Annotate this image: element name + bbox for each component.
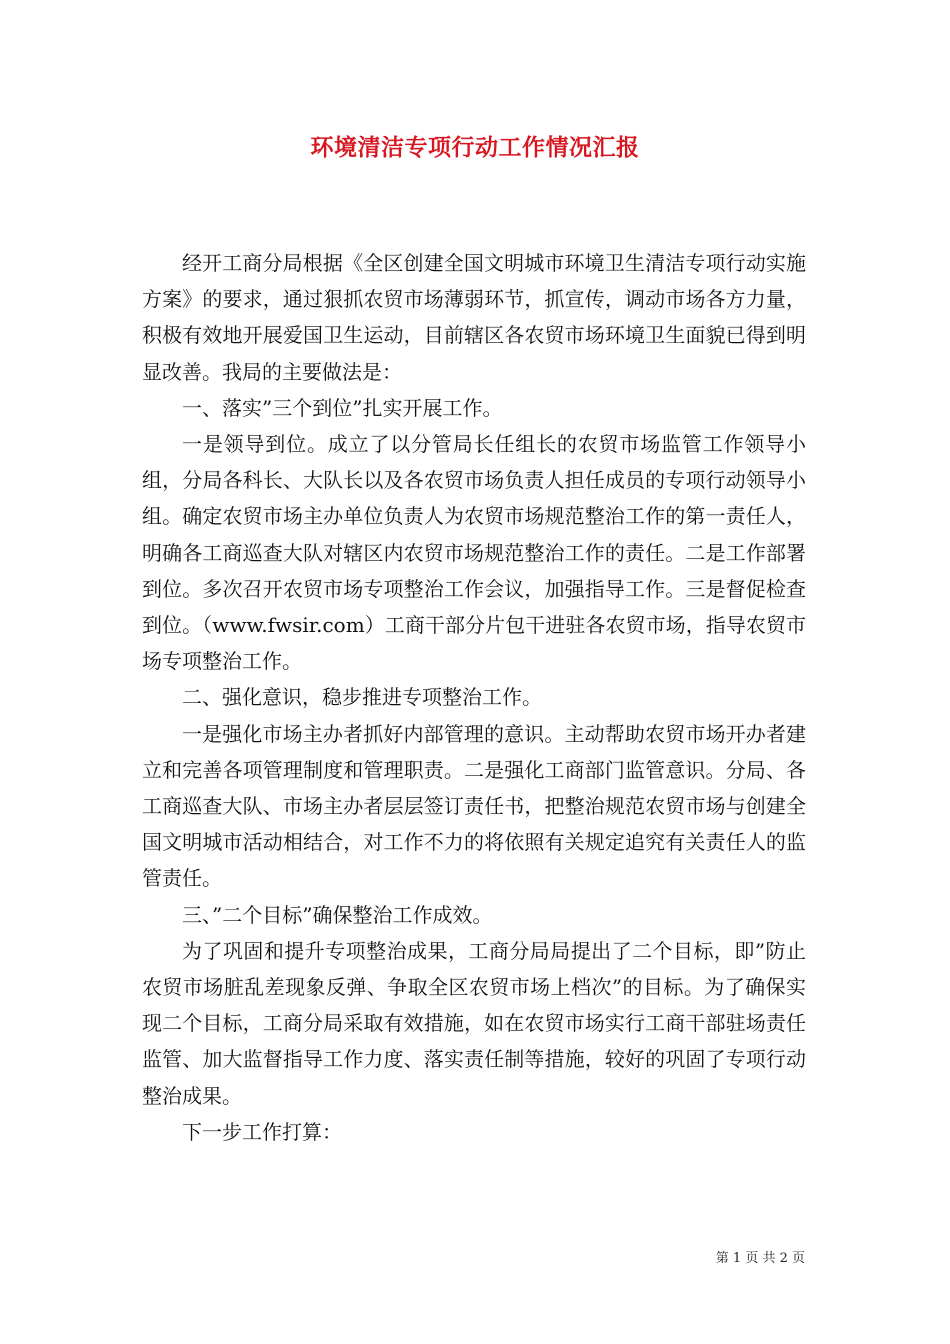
paragraph-heading-2: 二、强化意识，稳步推进专项整治工作。 xyxy=(182,685,542,710)
document-title: 环境清洁专项行动工作情况汇报 xyxy=(310,134,640,161)
paragraph-heading-3: 三、”二个目标”确保整治工作成效。 xyxy=(182,902,493,927)
document-body xyxy=(142,245,806,1150)
paragraph-intro: 经开工商分局根据《全区创建全国文明城市环境卫生清洁专项行动实施方案》的要求，通过狠抓农贸市场薄弱环节，抓宣传，调动市场各方力量，积极有效地开展爱国卫生运动，目前辖区各农贸市场环境卫生面貌已得到明显改善。我局的主要做法是： xyxy=(142,251,806,384)
paragraph-section-3: 为了巩固和提升专项整治成果，工商分局局提出了二个目标，即”防止农贸市场脏乱差现象反弹、争取全区农贸市场上档次”的目标。为了确保实现二个目标，工商分局采取有效措施，如在农贸市场实行工商干部驻场责任监管、加大监督指导工作力度、落实责任制等措施，较好的巩固了专项行动整治成果。 xyxy=(142,938,806,1108)
paragraph-next-steps: 下一步工作打算： xyxy=(182,1119,342,1144)
page-number: 第 1 页 共 2 页 xyxy=(715,1251,805,1266)
paragraph-section-1: 一是领导到位。成立了以分管局长任组长的农贸市场监管工作领导小组，分局各科长、大队长以及各农贸市场负责人担任成员的专项行动领导小组。确定农贸市场主办单位负责人为农贸市场规范整治工作的第一责任人，明确各工商巡查大队对辖区内农贸市场规范整治工作的责任。二是工作部署到位。多次召开农贸市场专项整治工作会议，加强指导工作。三是督促检查到位。（www.fwsir.com）工商干部分片包干进驻各农贸市场，指导农贸市场专项整治工作。 xyxy=(142,432,806,674)
paragraph-section-2: 一是强化市场主办者抓好内部管理的意识。主动帮助农贸市场开办者建立和完善各项管理制度和管理职责。二是强化工商部门监管意识。分局、各工商巡查大队、市场主办者层层签订责任书，把整治规范农贸市场与创建全国文明城市活动相结合，对工作不力的将依照有关规定追究有关责任人的监管责任。 xyxy=(142,721,806,891)
paragraph-heading-1: 一、落实”三个到位”扎实开展工作。 xyxy=(182,395,503,420)
